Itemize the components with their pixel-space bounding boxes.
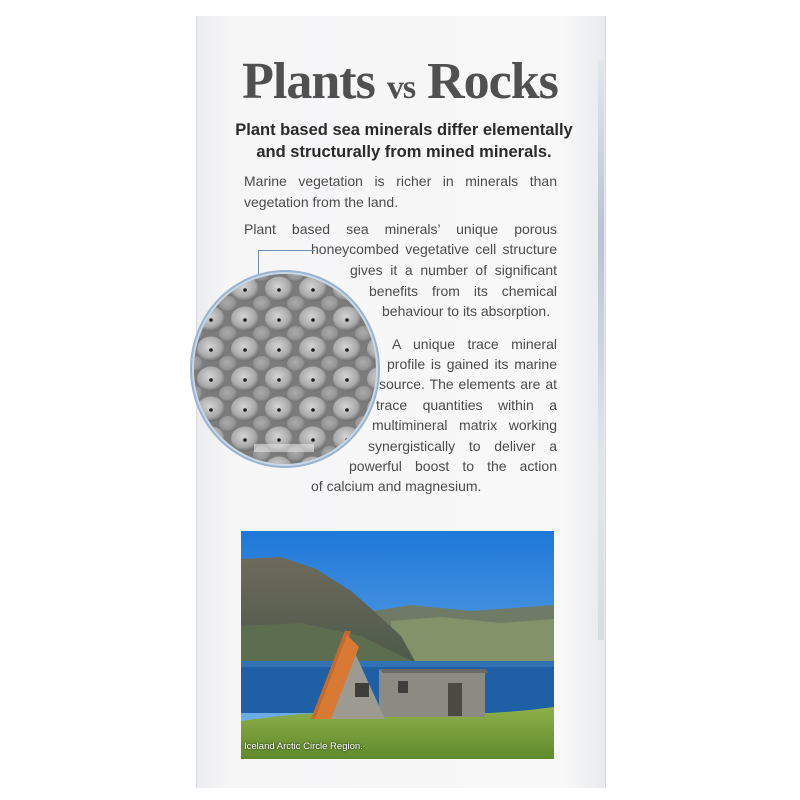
- iceland-landscape-photo: [241, 531, 554, 759]
- paragraph-marine-vegetation: Marine vegetation is richer in minerals than vegetation from the land.: [244, 173, 557, 210]
- cell-structure-micrograph: [192, 272, 378, 466]
- page-title: [196, 52, 604, 111]
- para3-line: multimineral matrix working: [372, 417, 557, 433]
- para2-line: honeycombed vegetative cell structure: [311, 241, 557, 257]
- subtitle: [232, 119, 576, 163]
- title-plants: Plants: [242, 53, 375, 110]
- para3-line: synergistically to deliver a: [368, 438, 557, 454]
- subtitle-line-1: Plant based sea minerals differ elementally: [235, 121, 573, 139]
- para2-line: gives it a number of significant: [350, 262, 557, 278]
- honeycomb-illustration: [194, 274, 376, 464]
- para3-line: profile is gained its marine: [387, 356, 557, 372]
- subtitle-line-2: and structurally from mined minerals.: [256, 143, 552, 161]
- box-edge: [598, 60, 604, 640]
- para3-line: trace quantities within a: [376, 397, 557, 413]
- para2-line: Plant based sea minerals’ unique porous: [244, 221, 557, 237]
- para3-line: of calcium and magnesium.: [311, 478, 482, 494]
- title-rocks: Rocks: [427, 53, 558, 110]
- title-vs: vs: [386, 69, 416, 106]
- photo-caption: Iceland Arctic Circle Region.: [244, 741, 363, 752]
- para2-line: benefits from its chemical: [369, 283, 557, 299]
- para3-line: A unique trace mineral: [392, 336, 557, 352]
- para2-line: behaviour to its absorption.: [382, 303, 551, 319]
- para3-line: powerful boost to the action: [349, 458, 557, 474]
- para3-line: source. The elements are at: [379, 376, 557, 392]
- landscape-illustration: [241, 531, 554, 759]
